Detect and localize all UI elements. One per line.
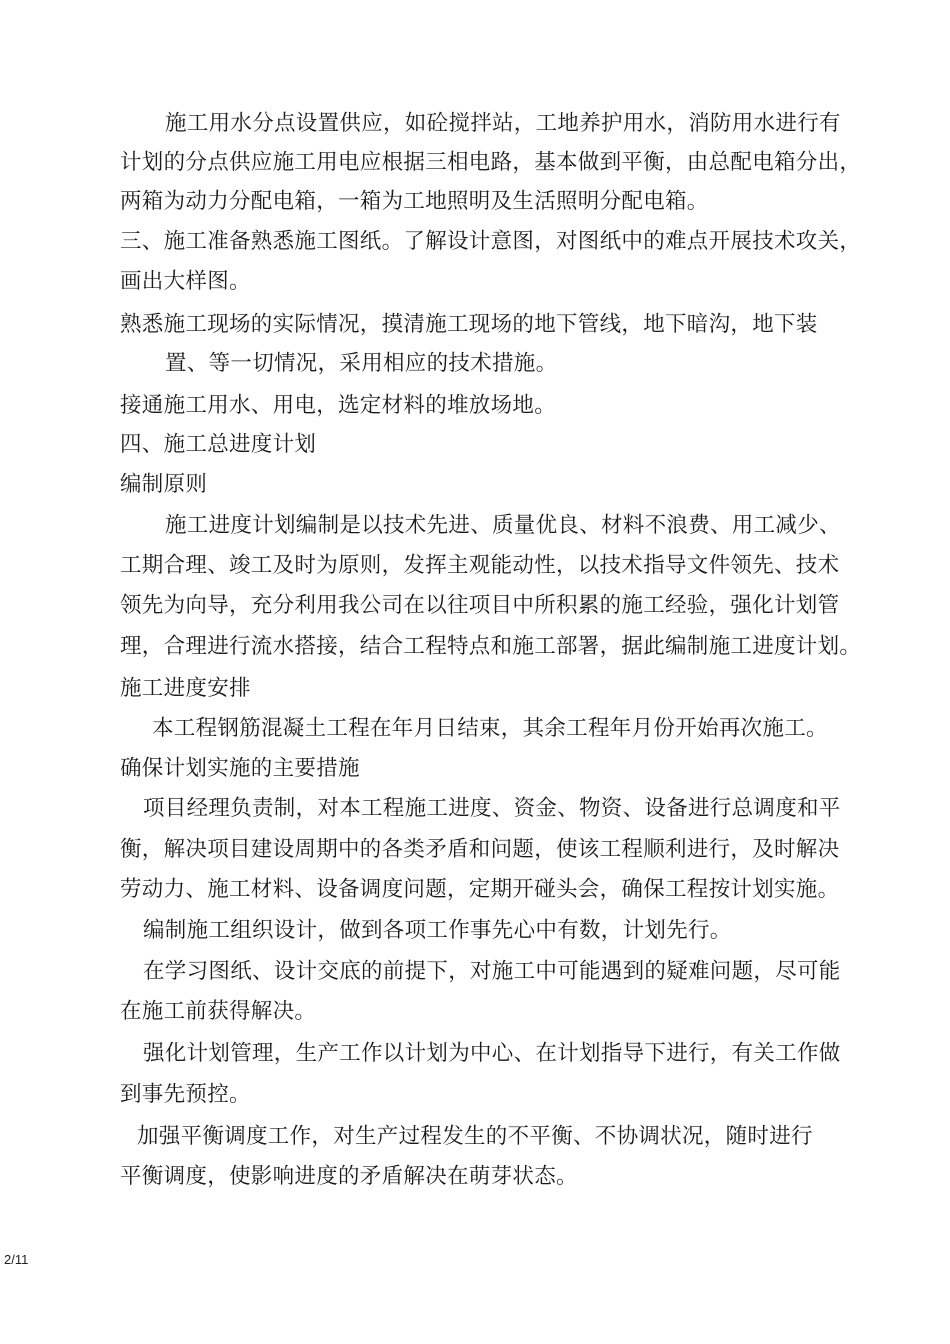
text-line: 领先为向导，充分利用我公司在以往项目中所积累的施工经验，强化计划管 bbox=[120, 593, 840, 618]
text-line: 接通施工用水、用电，选定材料的堆放场地。 bbox=[120, 393, 557, 418]
text-line: 施工用水分点设置供应，如砼搅拌站，工地养护用水，消防用水进行有 bbox=[165, 111, 841, 136]
text-line: 施工进度计划编制是以技术先进、质量优良、材料不浪费、用工减少、 bbox=[165, 513, 841, 538]
subsection-heading: 确保计划实施的主要措施 bbox=[120, 756, 360, 781]
text-line: 强化计划管理，生产工作以计划为中心、在计划指导下进行，有关工作做 bbox=[143, 1041, 841, 1066]
text-line: 工期合理、竣工及时为原则，发挥主观能动性，以技术指导文件领先、技术 bbox=[120, 553, 840, 578]
text-line: 加强平衡调度工作，对生产过程发生的不平衡、不协调状况，随时进行 bbox=[137, 1124, 813, 1149]
text-line: 置、等一切情况，采用相应的技术措施。 bbox=[165, 351, 558, 376]
section-heading: 四、施工总进度计划 bbox=[120, 432, 317, 457]
text-line: 计划的分点供应施工用电应根据三相电路，基本做到平衡，由总配电箱分出， bbox=[120, 150, 862, 175]
text-line: 劳动力、施工材料、设备调度问题，定期开碰头会，确保工程按计划实施。 bbox=[120, 877, 840, 902]
text-line: 画出大样图。 bbox=[120, 269, 251, 294]
text-line: 在施工前获得解决。 bbox=[120, 999, 317, 1024]
text-line: 理，合理进行流水搭接，结合工程特点和施工部署，据此编制施工进度计划。 bbox=[120, 634, 862, 659]
text-line: 衡，解决项目建设周期中的各类矛盾和问题，使该工程顺利进行，及时解决 bbox=[120, 837, 840, 862]
text-line: 三、施工准备熟悉施工图纸。了解设计意图，对图纸中的难点开展技术攻关， bbox=[120, 229, 862, 254]
text-line: 到事先预控。 bbox=[120, 1082, 251, 1107]
page-number: 2/11 bbox=[4, 1252, 29, 1267]
text-line: 编制施工组织设计，做到各项工作事先心中有数，计划先行。 bbox=[143, 918, 732, 943]
text-line: 本工程钢筋混凝土工程在年月日结束，其余工程年月份开始再次施工。 bbox=[152, 716, 828, 741]
text-line: 熟悉施工现场的实际情况，摸清施工现场的地下管线，地下暗沟，地下装 bbox=[120, 312, 818, 337]
subsection-heading: 施工进度安排 bbox=[120, 676, 251, 701]
text-line: 在学习图纸、设计交底的前提下，对施工中可能遇到的疑难问题，尽可能 bbox=[143, 959, 841, 984]
text-line: 项目经理负责制，对本工程施工进度、资金、物资、设备进行总调度和平 bbox=[143, 796, 841, 821]
text-line: 平衡调度，使影响进度的矛盾解决在萌芽状态。 bbox=[120, 1164, 578, 1189]
text-line: 两箱为动力分配电箱，一箱为工地照明及生活照明分配电箱。 bbox=[120, 189, 709, 214]
subsection-heading: 编制原则 bbox=[120, 472, 208, 497]
